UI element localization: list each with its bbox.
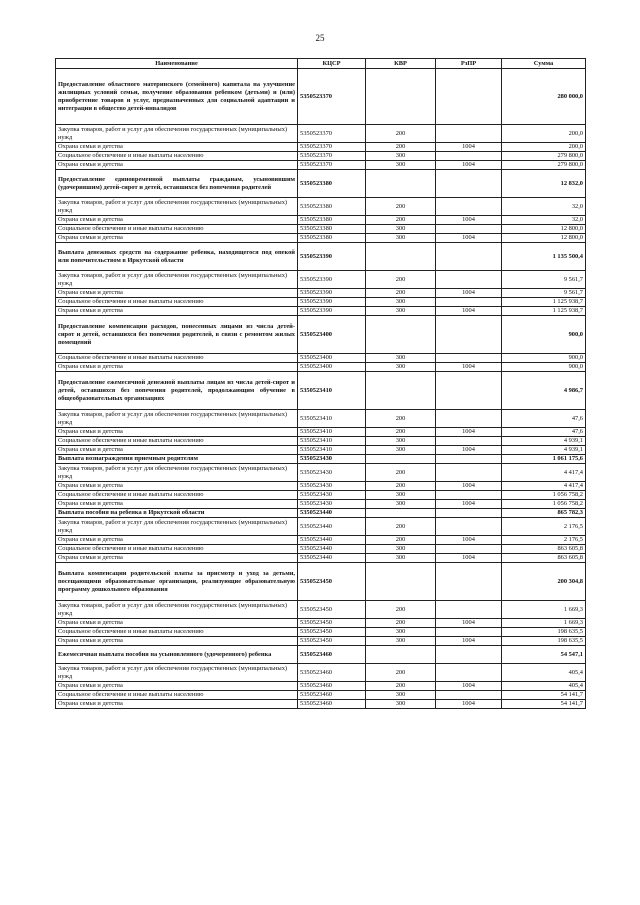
cell-rzpr [436,271,502,289]
cell-sum: 198 635,5 [502,637,586,646]
cell-rzpr [436,628,502,637]
cell-name: Охрана семьи и детства [56,307,298,316]
cell-rzpr: 1004 [436,307,502,316]
cell-kvr [366,243,436,271]
table-row [56,354,586,363]
table-row [56,125,586,143]
table-row [56,601,586,619]
cell-name: Охрана семьи и детства [56,619,298,628]
cell-kcsr: 5350523400 [298,354,366,363]
cell-rzpr: 1004 [436,234,502,243]
cell-kcsr: 5350523440 [298,545,366,554]
table-row-program [56,170,586,198]
table-row [56,289,586,298]
cell-rzpr [436,243,502,271]
cell-kcsr: 5350523370 [298,161,366,170]
table-row-program [56,372,586,410]
cell-name: Выплата вознаграждения приемным родителям [56,455,298,464]
cell-rzpr: 1004 [436,216,502,225]
cell-name: Социальное обеспечение и иные выплаты населению [56,152,298,161]
cell-kcsr: 5350523380 [298,170,366,198]
cell-rzpr [436,152,502,161]
table-row [56,545,586,554]
cell-kvr: 300 [366,152,436,161]
cell-name: Социальное обеспечение и иные выплаты населению [56,691,298,700]
cell-kvr: 300 [366,161,436,170]
cell-kvr: 300 [366,298,436,307]
cell-kvr [366,563,436,601]
table-row [56,518,586,536]
cell-rzpr [436,563,502,601]
cell-name: Закупка товаров, работ и услуг для обеспечения государственных (муниципальных) нужд [56,410,298,428]
table-row [56,491,586,500]
cell-kcsr: 5350523430 [298,491,366,500]
table-row [56,298,586,307]
cell-kcsr: 5350523430 [298,482,366,491]
table-row [56,637,586,646]
cell-rzpr [436,491,502,500]
cell-rzpr: 1004 [436,482,502,491]
table-row [56,536,586,545]
cell-name: Закупка товаров, работ и услуг для обеспечения государственных (муниципальных) нужд [56,125,298,143]
cell-rzpr [436,354,502,363]
cell-sum: 200,0 [502,143,586,152]
cell-kcsr: 5350523410 [298,446,366,455]
cell-rzpr [436,225,502,234]
table-row [56,691,586,700]
table-row [56,143,586,152]
cell-sum: 1 125 938,7 [502,307,586,316]
table-row [56,437,586,446]
cell-rzpr: 1004 [436,500,502,509]
cell-kvr: 300 [366,307,436,316]
cell-sum: 9 561,7 [502,289,586,298]
cell-kvr: 200 [366,271,436,289]
cell-name: Социальное обеспечение и иные выплаты населению [56,491,298,500]
header-kvr: КВР [366,59,436,69]
cell-rzpr [436,170,502,198]
cell-kvr: 200 [366,428,436,437]
cell-rzpr [436,125,502,143]
cell-kcsr: 5350523380 [298,216,366,225]
cell-kcsr: 5350523430 [298,500,366,509]
cell-rzpr [436,316,502,354]
table-row-program [56,563,586,601]
cell-sum: 4 939,1 [502,437,586,446]
table-row [56,410,586,428]
cell-kvr: 200 [366,464,436,482]
cell-kvr [366,316,436,354]
table-header-row [56,59,586,69]
table-row-program [56,69,586,125]
cell-sum: 12 800,0 [502,225,586,234]
cell-sum: 900,0 [502,363,586,372]
cell-kcsr: 5350523400 [298,363,366,372]
table-row-program [56,509,586,518]
cell-rzpr: 1004 [436,554,502,563]
cell-kcsr: 5350523380 [298,234,366,243]
cell-sum: 47,6 [502,428,586,437]
cell-name: Закупка товаров, работ и услуг для обеспечения государственных (муниципальных) нужд [56,664,298,682]
cell-name: Социальное обеспечение и иные выплаты населению [56,628,298,637]
table-row [56,464,586,482]
cell-rzpr: 1004 [436,619,502,628]
table-row [56,234,586,243]
cell-kcsr: 5350523390 [298,298,366,307]
cell-kvr: 300 [366,354,436,363]
cell-name: Охрана семьи и детства [56,363,298,372]
table-row [56,664,586,682]
cell-kvr: 300 [366,225,436,234]
table-row [56,198,586,216]
cell-name: Социальное обеспечение и иные выплаты населению [56,225,298,234]
cell-sum: 2 176,5 [502,518,586,536]
cell-sum: 32,0 [502,216,586,225]
cell-sum: 1 056 758,2 [502,491,586,500]
cell-name: Охрана семьи и детства [56,234,298,243]
cell-sum: 279 800,0 [502,161,586,170]
cell-kvr [366,69,436,125]
cell-sum: 1 135 500,4 [502,243,586,271]
header-rzpr: РзПР [436,59,502,69]
cell-rzpr [436,437,502,446]
cell-sum: 4 417,4 [502,464,586,482]
cell-name: Охрана семьи и детства [56,428,298,437]
table-row [56,628,586,637]
cell-rzpr: 1004 [436,637,502,646]
cell-name: Закупка товаров, работ и услуг для обеспечения государственных (муниципальных) нужд [56,464,298,482]
cell-rzpr: 1004 [436,700,502,709]
table-row-program [56,455,586,464]
cell-kvr: 200 [366,619,436,628]
cell-kcsr: 5350523410 [298,372,366,410]
cell-kcsr: 5350523450 [298,619,366,628]
cell-kvr: 300 [366,500,436,509]
cell-sum: 4 939,1 [502,446,586,455]
cell-kcsr: 5350523410 [298,428,366,437]
cell-sum: 4 986,7 [502,372,586,410]
cell-kvr: 200 [366,536,436,545]
cell-kcsr: 5350523440 [298,509,366,518]
table-row [56,216,586,225]
cell-name: Охрана семьи и детства [56,536,298,545]
cell-name: Предоставление компенсации расходов, понесенных лицами из числа детей-сирот и детей, оставшихся без попечения родителей, в связи с ремонтом жилых помещений [56,316,298,354]
cell-kcsr: 5350523430 [298,455,366,464]
cell-kvr [366,455,436,464]
cell-sum: 198 635,5 [502,628,586,637]
cell-name: Закупка товаров, работ и услуг для обеспечения государственных (муниципальных) нужд [56,271,298,289]
cell-name: Охрана семьи и детства [56,216,298,225]
cell-kcsr: 5350523450 [298,637,366,646]
table-row [56,554,586,563]
cell-rzpr: 1004 [436,536,502,545]
cell-sum: 54 547,1 [502,646,586,664]
cell-name: Закупка товаров, работ и услуг для обеспечения государственных (муниципальных) нужд [56,198,298,216]
cell-sum: 863 605,8 [502,545,586,554]
cell-rzpr [436,518,502,536]
cell-rzpr [436,410,502,428]
cell-kcsr: 5350523450 [298,563,366,601]
cell-rzpr: 1004 [436,363,502,372]
table-row-program [56,316,586,354]
cell-name: Выплата компенсации родительской платы за присмотр и уход за детьми, посещающими образовательные организации, реализующие образовательную программу дошкольного образования [56,563,298,601]
cell-rzpr: 1004 [436,682,502,691]
cell-name: Социальное обеспечение и иные выплаты населению [56,545,298,554]
cell-sum: 863 605,8 [502,554,586,563]
cell-kvr [366,170,436,198]
cell-rzpr [436,691,502,700]
table-row [56,428,586,437]
cell-rzpr [436,509,502,518]
cell-kcsr: 5350523460 [298,646,366,664]
cell-name: Охрана семьи и детства [56,700,298,709]
cell-kvr: 200 [366,410,436,428]
cell-name: Социальное обеспечение и иные выплаты населению [56,298,298,307]
cell-sum: 47,6 [502,410,586,428]
cell-name: Закупка товаров, работ и услуг для обеспечения государственных (муниципальных) нужд [56,601,298,619]
cell-kvr [366,372,436,410]
cell-name: Охрана семьи и детства [56,161,298,170]
cell-kcsr: 5350523460 [298,691,366,700]
cell-kcsr: 5350523450 [298,628,366,637]
cell-rzpr [436,198,502,216]
cell-kcsr: 5350523390 [298,271,366,289]
cell-rzpr [436,372,502,410]
table-row [56,482,586,491]
table-row-program [56,646,586,664]
table-row [56,225,586,234]
cell-rzpr [436,455,502,464]
header-name: Наименование [56,59,298,69]
cell-kvr: 300 [366,446,436,455]
cell-kvr: 200 [366,216,436,225]
table-row [56,152,586,161]
cell-kvr: 300 [366,628,436,637]
cell-rzpr: 1004 [436,143,502,152]
cell-kvr: 300 [366,637,436,646]
cell-rzpr [436,545,502,554]
cell-kcsr: 5350523390 [298,307,366,316]
cell-name: Закупка товаров, работ и услуг для обеспечения государственных (муниципальных) нужд [56,518,298,536]
cell-sum: 4 417,4 [502,482,586,491]
cell-name: Социальное обеспечение и иные выплаты населению [56,437,298,446]
cell-kvr: 200 [366,518,436,536]
cell-name: Охрана семьи и детства [56,482,298,491]
table-row [56,363,586,372]
cell-kcsr: 5350523430 [298,464,366,482]
cell-sum: 1 669,3 [502,619,586,628]
table-row [56,161,586,170]
cell-kvr [366,509,436,518]
cell-sum: 200 304,8 [502,563,586,601]
table-row [56,682,586,691]
cell-kcsr: 5350523460 [298,700,366,709]
cell-sum: 9 561,7 [502,271,586,289]
cell-sum: 1 061 175,6 [502,455,586,464]
cell-name: Охрана семьи и детства [56,554,298,563]
cell-kcsr: 5350523370 [298,152,366,161]
cell-kcsr: 5350523390 [298,289,366,298]
cell-kcsr: 5350523460 [298,664,366,682]
cell-kvr: 200 [366,601,436,619]
cell-name: Выплата денежных средств на содержание ребенка, находящегося под опекой или попечительством в Иркутской области [56,243,298,271]
budget-table [55,58,586,709]
cell-name: Предоставление ежемесячной денежной выплаты лицам из числа детей-сирот и детей, оставшихся без попечения родителей, продолжающим обучение в общеобразовательных организациях [56,372,298,410]
cell-kcsr: 5350523370 [298,143,366,152]
cell-kcsr: 5350523440 [298,536,366,545]
cell-rzpr [436,646,502,664]
cell-rzpr [436,601,502,619]
table-row [56,307,586,316]
cell-rzpr [436,464,502,482]
cell-rzpr: 1004 [436,161,502,170]
cell-kvr: 300 [366,545,436,554]
cell-sum: 405,4 [502,664,586,682]
cell-kvr: 300 [366,691,436,700]
cell-rzpr [436,298,502,307]
cell-sum: 1 125 938,7 [502,298,586,307]
cell-name: Охрана семьи и детства [56,637,298,646]
cell-kcsr: 5350523390 [298,243,366,271]
cell-sum: 900,0 [502,354,586,363]
cell-name: Охрана семьи и детства [56,446,298,455]
cell-kvr: 200 [366,198,436,216]
cell-kvr [366,646,436,664]
cell-sum: 12 800,0 [502,234,586,243]
cell-sum: 279 800,0 [502,152,586,161]
table-row-program [56,243,586,271]
cell-kcsr: 5350523410 [298,437,366,446]
cell-sum: 54 141,7 [502,700,586,709]
cell-name: Охрана семьи и детства [56,682,298,691]
cell-kcsr: 5350523380 [298,225,366,234]
header-sum: Сумма [502,59,586,69]
cell-kvr: 300 [366,437,436,446]
cell-kvr: 300 [366,491,436,500]
table-body [56,69,586,709]
cell-kcsr: 5350523410 [298,410,366,428]
cell-kcsr: 5350523460 [298,682,366,691]
cell-kvr: 200 [366,664,436,682]
cell-sum: 865 782,3 [502,509,586,518]
cell-rzpr: 1004 [436,428,502,437]
cell-name: Охрана семьи и детства [56,289,298,298]
cell-kvr: 300 [366,363,436,372]
cell-kvr: 200 [366,289,436,298]
cell-sum: 280 000,0 [502,69,586,125]
header-kcsr: КЦСР [298,59,366,69]
cell-kvr: 300 [366,234,436,243]
cell-sum: 900,0 [502,316,586,354]
page-number: 25 [315,33,325,43]
cell-sum: 32,0 [502,198,586,216]
cell-sum: 1 669,3 [502,601,586,619]
cell-sum: 405,4 [502,682,586,691]
cell-name: Предоставление единовременной выплаты гражданам, усыновившим (удочерившим) детей-сирот и детей, оставшихся без попечения родителей [56,170,298,198]
cell-name: Охрана семьи и детства [56,500,298,509]
cell-sum: 54 141,7 [502,691,586,700]
table-row [56,446,586,455]
cell-rzpr: 1004 [436,289,502,298]
cell-name: Социальное обеспечение и иные выплаты населению [56,354,298,363]
cell-sum: 2 176,5 [502,536,586,545]
table-row [56,619,586,628]
cell-kcsr: 5350523370 [298,69,366,125]
cell-name: Предоставление областного материнского (семейного) капитала на улучшение жилищных условий семьи, получение образования ребенком (детьми) и (или) приобретение товаров и услуг, предназначенных для социальной адаптации и интеграции в общество детей-инвалидов [56,69,298,125]
cell-sum: 12 832,0 [502,170,586,198]
cell-kcsr: 5350523370 [298,125,366,143]
cell-kcsr: 5350523440 [298,518,366,536]
cell-kcsr: 5350523440 [298,554,366,563]
cell-name: Выплата пособия на ребенка в Иркутской области [56,509,298,518]
table-row [56,271,586,289]
cell-kcsr: 5350523400 [298,316,366,354]
cell-rzpr [436,69,502,125]
cell-kcsr: 5350523450 [298,601,366,619]
cell-name: Ежемесячная выплата пособия на усыновленного (удочеренного) ребенка [56,646,298,664]
table-row [56,500,586,509]
cell-kvr: 200 [366,125,436,143]
cell-kvr: 200 [366,682,436,691]
cell-rzpr [436,664,502,682]
cell-rzpr: 1004 [436,446,502,455]
cell-sum: 200,0 [502,125,586,143]
cell-kvr: 300 [366,700,436,709]
cell-kvr: 200 [366,482,436,491]
cell-kcsr: 5350523380 [298,198,366,216]
cell-sum: 1 056 758,2 [502,500,586,509]
table-row [56,700,586,709]
cell-kvr: 300 [366,554,436,563]
cell-kvr: 200 [366,143,436,152]
cell-name: Охрана семьи и детства [56,143,298,152]
